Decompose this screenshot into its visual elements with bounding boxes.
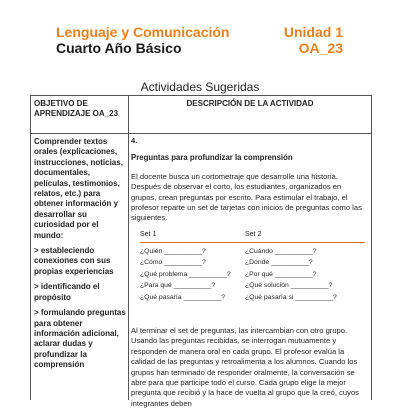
question-starter: ¿Cuándo __________? bbox=[245, 248, 317, 255]
column-divider bbox=[128, 96, 129, 400]
unit-label: Unidad 1 bbox=[283, 24, 343, 40]
activity-number: 4. bbox=[131, 136, 138, 145]
activity-intro: El docente busca un cortometraje que desarrolle una historia. Después de observar el corto, los estudiantes, organizados en grupos, crean preguntas por escrito. Para estimular el trabajo, el profesor reparte un set de tarjetas con inicios de preguntas como las siguientes. bbox=[131, 171, 362, 223]
activity-column-header: DESCRIPCIÓN DE LA ACTIVIDAD bbox=[186, 99, 314, 108]
grade-level: Cuarto Año Básico bbox=[56, 40, 182, 56]
card-divider bbox=[140, 242, 365, 243]
set1-label: Set 1 bbox=[140, 231, 157, 238]
question-starter: ¿Para qué __________? bbox=[140, 282, 216, 290]
objective-cell bbox=[34, 137, 126, 376]
document-header-left bbox=[56, 24, 229, 56]
objective-code: OA_23 bbox=[298, 40, 343, 56]
objective-column-header: OBJETIVO DE APRENDIZAJE OA_23 bbox=[34, 99, 119, 118]
subject-title: Lenguaje y Comunicación bbox=[56, 24, 230, 40]
question-starter: ¿Qué pasaría __________? bbox=[140, 293, 226, 301]
document-header-right bbox=[284, 24, 343, 56]
question-starter: ¿Cómo __________? bbox=[140, 259, 206, 267]
objective-point: > identificando el propósito bbox=[34, 282, 100, 302]
question-starter: ¿Quién __________? bbox=[140, 248, 206, 255]
activity-title: Preguntas para profundizar la comprensión bbox=[131, 153, 293, 163]
header-row-divider bbox=[31, 133, 371, 134]
set2-label: Set 2 bbox=[245, 231, 262, 238]
section-title: Actividades Sugeridas bbox=[140, 80, 260, 94]
question-starter: ¿Por qué __________? bbox=[245, 270, 317, 278]
question-starter: ¿Dónde __________? bbox=[245, 259, 313, 267]
objective-point: > formulando preguntas para obtener información adicional, aclarar dudas y profundizar la comprensión bbox=[34, 308, 126, 370]
set2-questions bbox=[245, 246, 337, 303]
objective-point: > estableciendo conexiones con sus propias experiencias bbox=[34, 246, 114, 276]
set1-questions bbox=[140, 246, 231, 303]
question-starter: ¿Qué problema __________? bbox=[140, 270, 231, 278]
question-cards bbox=[140, 231, 365, 319]
question-starter: ¿Qué solución __________? bbox=[245, 282, 333, 290]
objective-intro: Comprender textos orales (explicaciones, instrucciones, noticias, documentales, películas, testimonios, relatos, etc.) para obtener información y desarrollar su curiosidad por el mundo: bbox=[34, 137, 123, 240]
activity-cell bbox=[131, 136, 367, 224]
question-starter: ¿Qué pasaría si __________? bbox=[245, 293, 337, 301]
activity-closing: Al terminar el set de preguntas, las intercambian con otro grupo. Usando las preguntas recibidas, se interrogan mutuamente y responden de manera oral en cada grupo. El profesor evalúa la calidad de las preguntas y retroalimenta a los alumnos. Cuando los grupos han terminado de responder oralmente, la conversación se abre para que participe todo el curso. Cada grupo elige la mejor pregunta que recibió y la hace de vuelta al grupo que la creó, cuyos integrantes deben bbox=[131, 326, 359, 408]
